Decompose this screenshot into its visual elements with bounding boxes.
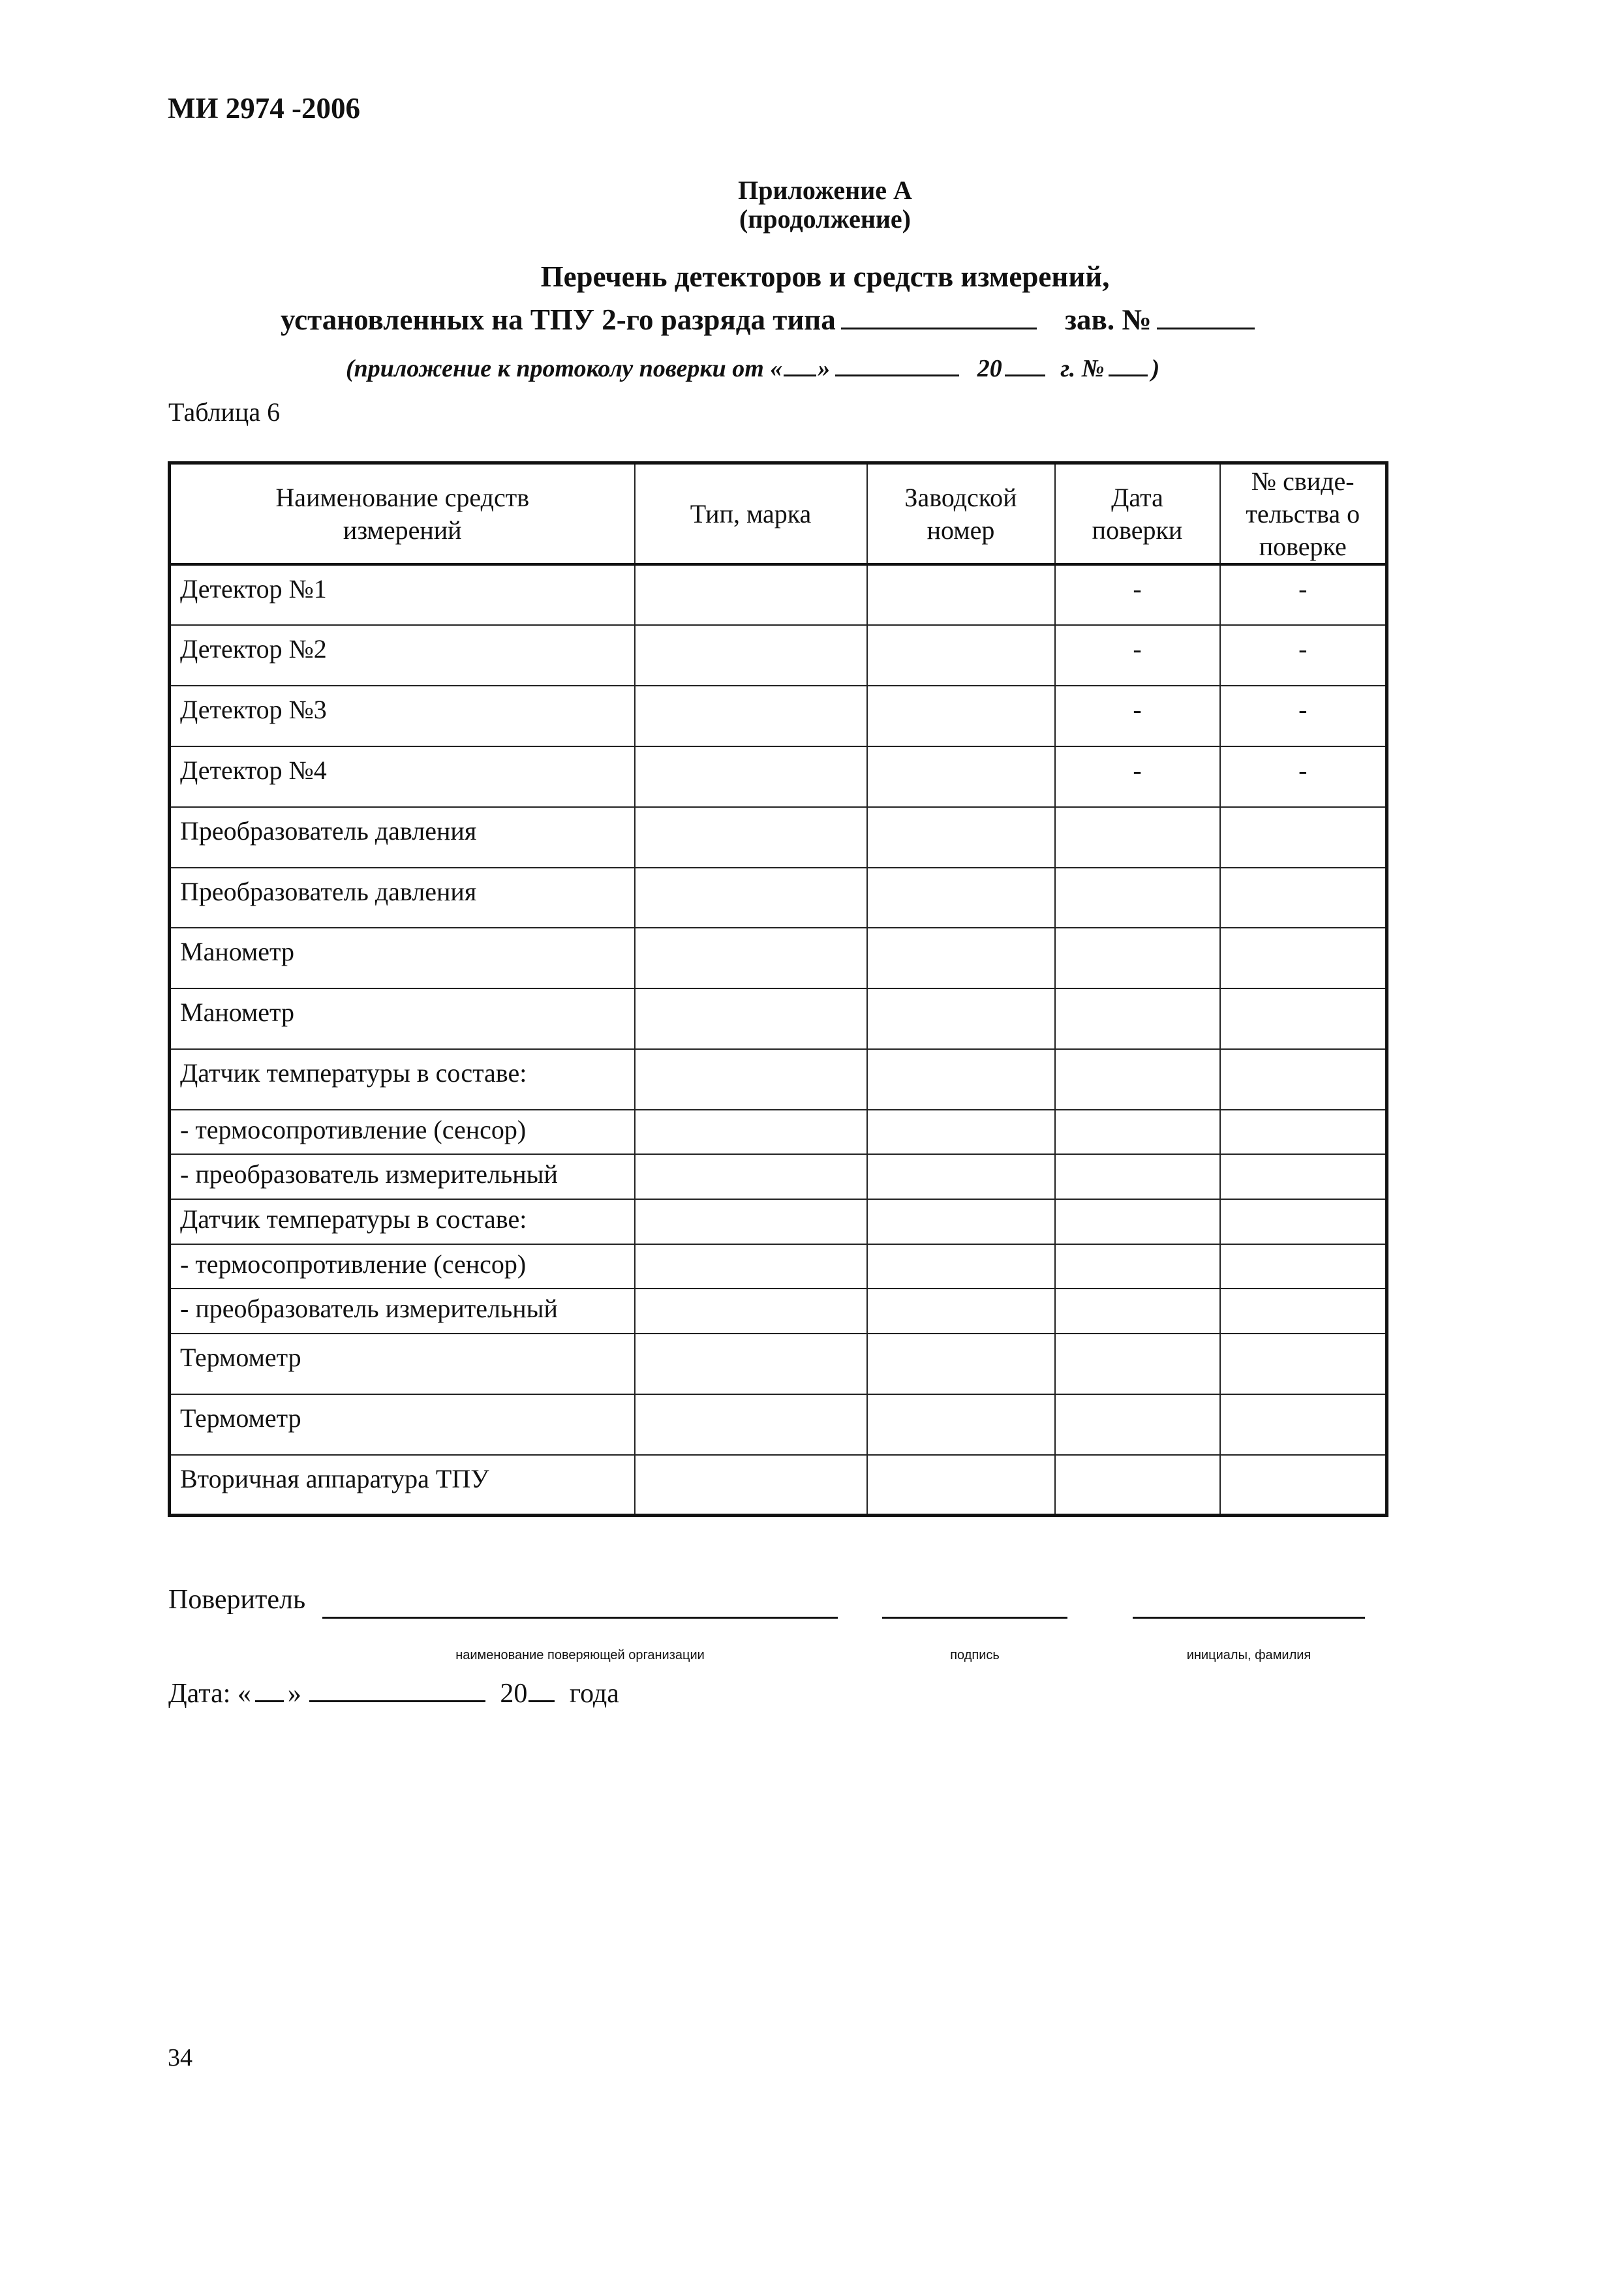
cell-certificate-number[interactable] — [1220, 1199, 1387, 1244]
cell-certificate-number[interactable] — [1220, 1394, 1387, 1455]
table-row — [170, 928, 1387, 988]
cell-type[interactable] — [635, 1199, 867, 1244]
cell-verification-date[interactable] — [1055, 807, 1220, 868]
cell-verification-date[interactable] — [1055, 1199, 1220, 1244]
cell-type[interactable] — [635, 928, 867, 988]
page-number: 34 — [168, 2044, 192, 2071]
cell-serial[interactable] — [867, 1394, 1055, 1455]
serial-label: зав. № — [1064, 303, 1152, 336]
table-row — [170, 564, 1387, 625]
table-row — [170, 1455, 1387, 1516]
date-year: 20 — [500, 1679, 528, 1709]
cell-verification-date[interactable] — [1055, 1394, 1220, 1455]
cell-type[interactable] — [635, 564, 867, 625]
cell-instrument-name: Манометр — [170, 988, 635, 1049]
cell-certificate-number[interactable] — [1220, 868, 1387, 928]
cell-instrument-name: Датчик температуры в составе: — [170, 1199, 635, 1244]
cell-serial[interactable] — [867, 1199, 1055, 1244]
date-label: Дата: « — [168, 1679, 251, 1709]
cell-certificate-number[interactable] — [1220, 807, 1387, 868]
table-row — [170, 868, 1387, 928]
cell-certificate-number[interactable] — [1220, 928, 1387, 988]
cell-serial[interactable] — [867, 1244, 1055, 1289]
attachment-line — [346, 352, 1159, 383]
cell-verification-date[interactable] — [1055, 868, 1220, 928]
cell-verification-date[interactable] — [1055, 1455, 1220, 1516]
cell-verification-date[interactable] — [1055, 988, 1220, 1049]
attachment-quote-close: » — [818, 355, 831, 382]
cell-instrument-name: - термосопротивление (сенсор) — [170, 1110, 635, 1155]
cell-verification-date[interactable]: - — [1055, 564, 1220, 625]
attachment-year: 20 — [977, 355, 1002, 382]
cell-instrument-name: Манометр — [170, 928, 635, 988]
attachment-day-blank[interactable] — [784, 352, 816, 376]
cell-verification-date[interactable]: - — [1055, 625, 1220, 686]
cell-serial[interactable] — [867, 1049, 1055, 1110]
cell-certificate-number[interactable] — [1220, 1455, 1387, 1516]
organization-line[interactable] — [322, 1617, 838, 1619]
attachment-number-blank[interactable] — [1109, 352, 1148, 376]
cell-serial[interactable] — [867, 988, 1055, 1049]
header-serial: Заводской номер — [867, 463, 1055, 565]
cell-verification-date[interactable] — [1055, 1334, 1220, 1394]
date-quote-close: » — [287, 1679, 301, 1709]
cell-type[interactable] — [635, 1244, 867, 1289]
table-row — [170, 746, 1387, 807]
date-day-blank[interactable] — [255, 1677, 284, 1702]
cell-instrument-name: Вторичная аппаратура ТПУ — [170, 1455, 635, 1516]
cell-type[interactable] — [635, 988, 867, 1049]
installed-prefix: установленных на ТПУ 2-го разряда типа — [281, 303, 836, 336]
table-header-row — [170, 463, 1387, 565]
table-row — [170, 625, 1387, 686]
cell-serial[interactable] — [867, 807, 1055, 868]
cell-certificate-number[interactable]: - — [1220, 746, 1387, 807]
cell-instrument-name: Преобразователь давления — [170, 807, 635, 868]
verifier-label: Поверитель — [168, 1585, 306, 1615]
cell-verification-date[interactable] — [1055, 928, 1220, 988]
cell-certificate-number[interactable] — [1220, 1289, 1387, 1334]
cell-instrument-name: Термометр — [170, 1334, 635, 1394]
cell-instrument-name: Детектор №2 — [170, 625, 635, 686]
attachment-close: ) — [1151, 355, 1160, 382]
attachment-month-blank[interactable] — [835, 352, 959, 376]
cell-serial[interactable] — [867, 868, 1055, 928]
name-caption: инициалы, фамилия — [1186, 1648, 1311, 1662]
measurement-table — [168, 461, 1388, 1517]
cell-instrument-name: - преобразователь измерительный — [170, 1154, 635, 1199]
table-row — [170, 1154, 1387, 1199]
table-row — [170, 988, 1387, 1049]
attachment-prefix: (приложение к протоколу поверки от « — [346, 355, 783, 382]
cell-certificate-number[interactable]: - — [1220, 686, 1387, 746]
date-month-blank[interactable] — [309, 1677, 485, 1702]
cell-type[interactable] — [635, 686, 867, 746]
cell-verification-date[interactable] — [1055, 1154, 1220, 1199]
table-label: Таблица 6 — [168, 397, 281, 427]
cell-serial[interactable] — [867, 686, 1055, 746]
signature-caption: подпись — [950, 1648, 1000, 1662]
cell-serial[interactable] — [867, 1455, 1055, 1516]
cell-type[interactable] — [635, 1154, 867, 1199]
table-row — [170, 1244, 1387, 1289]
appendix-title: Приложение А — [738, 176, 912, 205]
cell-type[interactable] — [635, 1110, 867, 1155]
cell-instrument-name: Детектор №3 — [170, 686, 635, 746]
cell-serial[interactable] — [867, 625, 1055, 686]
cell-serial[interactable] — [867, 564, 1055, 625]
header-certificate: № свиде-тельства о поверке — [1220, 463, 1387, 565]
cell-instrument-name: - преобразователь измерительный — [170, 1289, 635, 1334]
table-row — [170, 1049, 1387, 1110]
appendix-subtitle: (продолжение) — [739, 204, 911, 234]
cell-verification-date[interactable] — [1055, 1110, 1220, 1155]
cell-type[interactable] — [635, 746, 867, 807]
cell-certificate-number[interactable]: - — [1220, 564, 1387, 625]
document-code: МИ 2974 -2006 — [168, 92, 360, 125]
cell-type[interactable] — [635, 625, 867, 686]
cell-type[interactable] — [635, 1289, 867, 1334]
table-row — [170, 1199, 1387, 1244]
type-blank[interactable] — [841, 301, 1037, 329]
cell-verification-date[interactable]: - — [1055, 746, 1220, 807]
cell-type[interactable] — [635, 1455, 867, 1516]
cell-instrument-name: Датчик температуры в составе: — [170, 1049, 635, 1110]
cell-verification-date[interactable] — [1055, 1244, 1220, 1289]
table-row — [170, 1394, 1387, 1455]
installed-line — [281, 301, 1260, 337]
cell-type[interactable] — [635, 807, 867, 868]
cell-verification-date[interactable] — [1055, 1049, 1220, 1110]
table-row — [170, 686, 1387, 746]
date-year-blank[interactable] — [529, 1677, 555, 1702]
cell-certificate-number[interactable] — [1220, 1154, 1387, 1199]
cell-instrument-name: Детектор №1 — [170, 564, 635, 625]
table-row — [170, 1334, 1387, 1394]
date-suffix: года — [569, 1679, 619, 1709]
header-date: Дата поверки — [1055, 463, 1220, 565]
cell-instrument-name: Преобразователь давления — [170, 868, 635, 928]
cell-serial[interactable] — [867, 1334, 1055, 1394]
cell-certificate-number[interactable] — [1220, 1110, 1387, 1155]
date-line — [168, 1677, 619, 1709]
cell-type[interactable] — [635, 1049, 867, 1110]
cell-type[interactable] — [635, 1334, 867, 1394]
attachment-year-suffix: г. № — [1060, 355, 1105, 382]
cell-instrument-name: Термометр — [170, 1394, 635, 1455]
header-type: Тип, марка — [635, 463, 867, 565]
serial-blank[interactable] — [1157, 301, 1255, 329]
cell-certificate-number[interactable] — [1220, 1244, 1387, 1289]
cell-certificate-number[interactable] — [1220, 1334, 1387, 1394]
cell-type[interactable] — [635, 1394, 867, 1455]
cell-certificate-number[interactable]: - — [1220, 625, 1387, 686]
cell-serial[interactable] — [867, 1289, 1055, 1334]
table-row — [170, 1110, 1387, 1155]
table-row — [170, 1289, 1387, 1334]
cell-verification-date[interactable]: - — [1055, 686, 1220, 746]
cell-serial[interactable] — [867, 746, 1055, 807]
name-line[interactable] — [1133, 1617, 1365, 1619]
cell-instrument-name: - термосопротивление (сенсор) — [170, 1244, 635, 1289]
list-title: Перечень детекторов и средств измерений, — [540, 260, 1110, 293]
cell-type[interactable] — [635, 868, 867, 928]
cell-certificate-number[interactable] — [1220, 1049, 1387, 1110]
cell-serial[interactable] — [867, 928, 1055, 988]
cell-certificate-number[interactable] — [1220, 988, 1387, 1049]
cell-instrument-name: Детектор №4 — [170, 746, 635, 807]
cell-serial[interactable] — [867, 1154, 1055, 1199]
table-row — [170, 807, 1387, 868]
attachment-year-blank[interactable] — [1005, 352, 1045, 376]
cell-serial[interactable] — [867, 1110, 1055, 1155]
organization-caption: наименование поверяющей организации — [455, 1648, 705, 1662]
signature-line[interactable] — [882, 1617, 1067, 1619]
cell-verification-date[interactable] — [1055, 1289, 1220, 1334]
header-name: Наименование средств измерений — [170, 463, 635, 565]
